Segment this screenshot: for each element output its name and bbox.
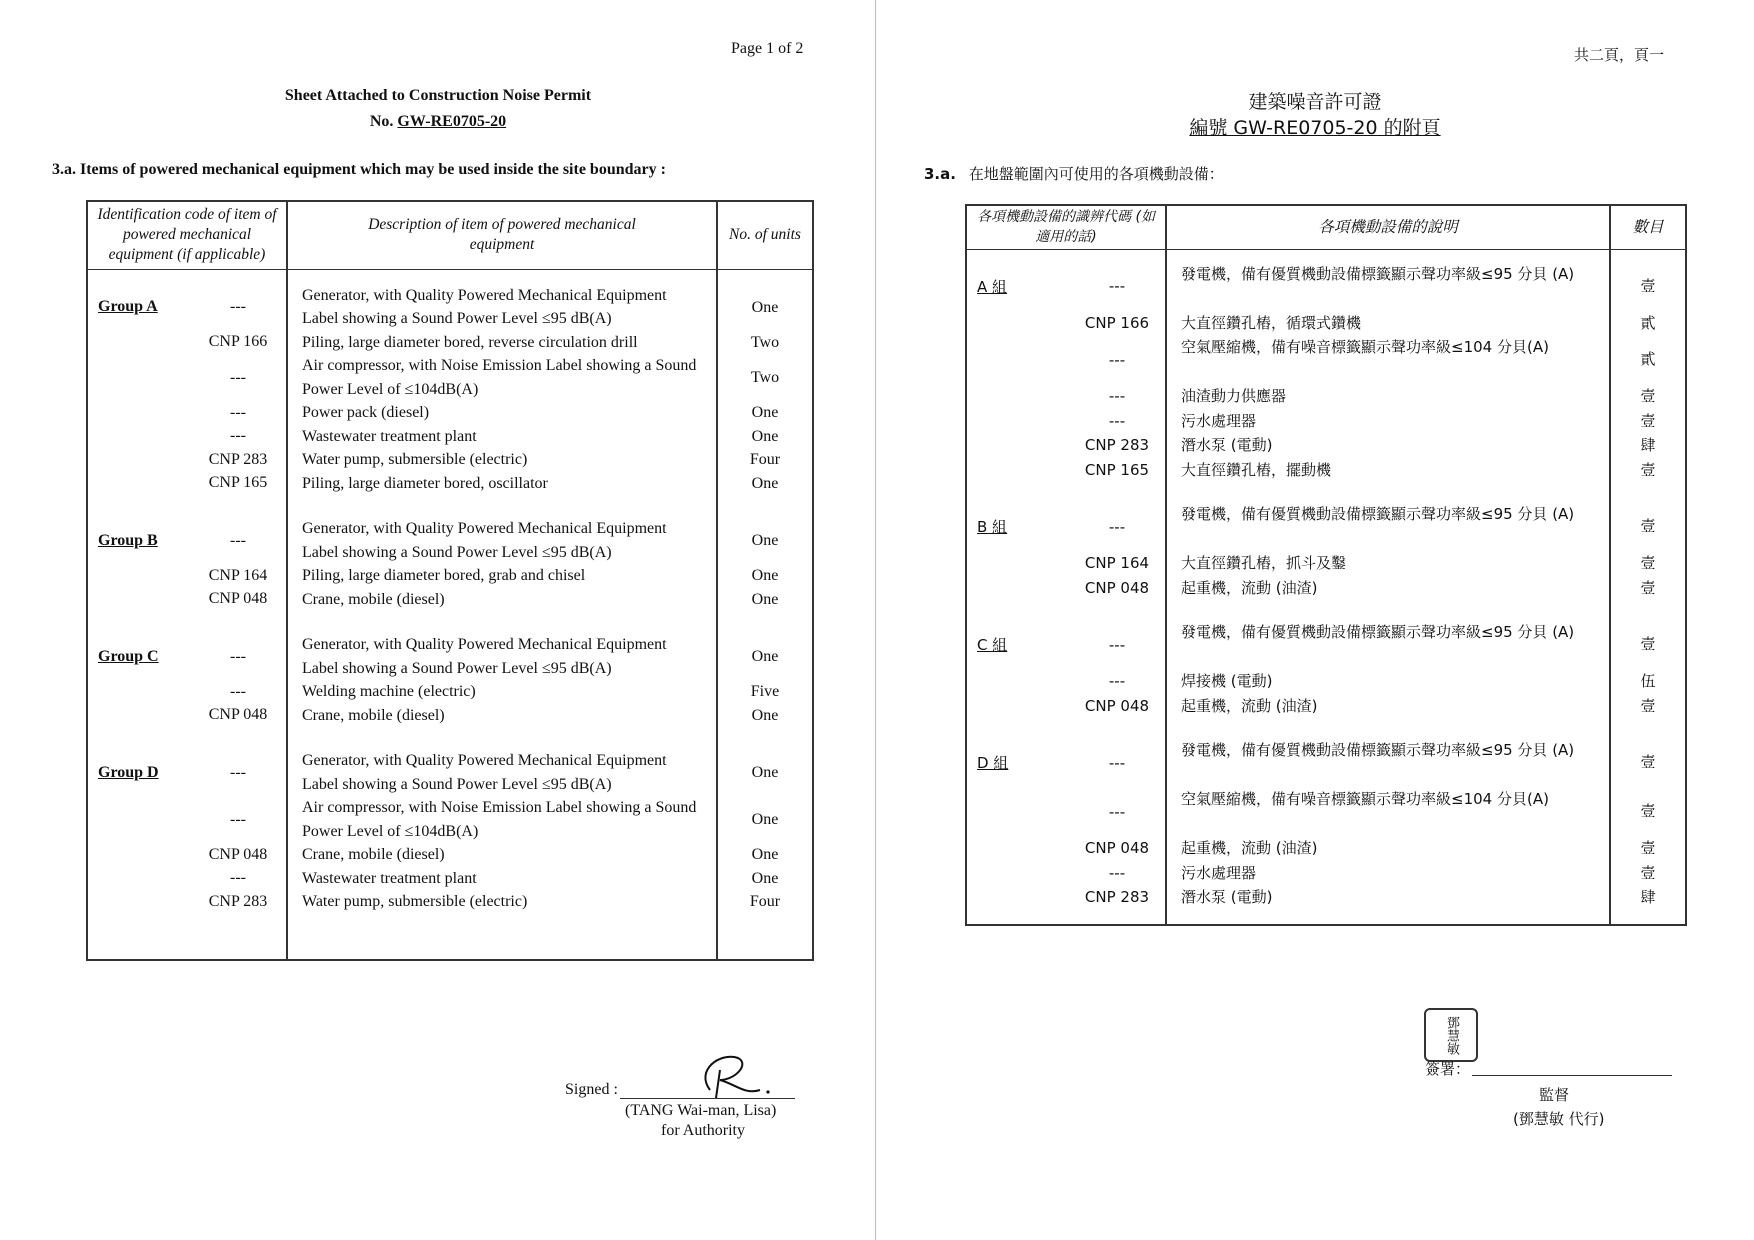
signed-label-zh: 簽署：: [1425, 1060, 1471, 1078]
unit-count: One: [751, 648, 779, 665]
code-cell: [967, 669, 1165, 694]
code-cell: [967, 787, 1165, 836]
equipment-description: Generator, with Quality Powered Mechanical Equipment Label showing a Sound Power Level ≤95 dB(A): [302, 286, 667, 327]
equipment-code: ---: [230, 869, 246, 887]
equipment-code: ---: [1108, 863, 1126, 882]
equipment-description: Piling, large diameter bored, oscillator: [302, 474, 548, 492]
col-header-code: Identification code of item of powered mechanical equipment (if applicable): [87, 201, 287, 269]
unit-count: 壹: [1640, 802, 1656, 820]
code-cell: [967, 861, 1165, 886]
equipment-code: ---: [230, 763, 246, 781]
code-cell: [967, 409, 1165, 434]
code-column: [87, 269, 287, 960]
equipment-code: CNP 166: [208, 333, 268, 351]
section-heading-zh: [924, 163, 1224, 184]
equipment-description: Crane, mobile (diesel): [302, 846, 445, 863]
equipment-code: CNP 164: [1084, 554, 1150, 573]
equipment-description: Wastewater treatment plant: [302, 427, 477, 445]
col-header-code-zh: 各項機動設備的識辨代碼 (如適用的話): [966, 205, 1166, 249]
description-column: [287, 269, 717, 960]
code-cell: [967, 384, 1165, 409]
code-cell: [88, 401, 286, 425]
equipment-code: CNP 048: [208, 590, 268, 608]
equipment-code: ---: [1108, 635, 1126, 654]
equipment-description: Air compressor, with Noise Emission Label showing a Sound Power Level of ≤104dB(A): [302, 357, 697, 398]
signature-line: [620, 1098, 795, 1099]
code-cell: [88, 749, 286, 796]
equipment-code: CNP 164: [208, 566, 268, 584]
units-column-zh: [1610, 249, 1686, 925]
equipment-description: 發電機，備有優質機動設備標籤顯示聲功率級≤95 分貝 (A): [1181, 264, 1575, 283]
group-label: Group B: [98, 531, 158, 549]
english-page: [0, 0, 876, 1240]
equipment-code: ---: [230, 427, 246, 445]
equipment-description: Generator, with Quality Powered Mechanical Equipment Label showing a Sound Power Level ≤95 dB(A): [302, 752, 667, 793]
code-column-zh: [966, 249, 1166, 925]
equipment-code: CNP 048: [1084, 578, 1150, 597]
code-cell: [967, 885, 1165, 910]
equipment-description: Generator, with Quality Powered Mechanical Equipment Label showing a Sound Power Level ≤95 dB(A): [302, 636, 667, 677]
equipment-code: CNP 283: [1084, 436, 1150, 455]
code-cell: [967, 694, 1165, 719]
equipment-code: CNP 165: [208, 474, 268, 492]
equipment-description: 油渣動力供應器: [1181, 387, 1287, 405]
document-title-zh: 建築噪音許可證: [1248, 91, 1382, 113]
permit-number-prefix: No.: [369, 113, 394, 130]
code-cell: [88, 354, 286, 401]
equipment-code: ---: [1108, 350, 1126, 369]
unit-count: One: [751, 706, 779, 724]
equipment-code: CNP 165: [1084, 460, 1150, 479]
unit-count: One: [751, 764, 779, 781]
equipment-code: ---: [230, 298, 246, 315]
group-label: D 組: [977, 754, 1009, 772]
group-label: C 組: [977, 636, 1008, 654]
unit-count: One: [751, 590, 779, 608]
handwritten-signature: [690, 1050, 780, 1110]
unit-count: One: [751, 298, 779, 316]
unit-count: 壹: [1640, 753, 1656, 771]
equipment-code: ---: [230, 810, 246, 828]
equipment-code: CNP 166: [1084, 313, 1150, 332]
code-cell: [967, 576, 1165, 601]
permit-number: [0, 113, 876, 131]
equipment-code: ---: [1108, 387, 1126, 406]
unit-count: 貳: [1640, 350, 1656, 368]
code-cell: [967, 433, 1165, 458]
unit-count: One: [751, 474, 779, 492]
units-column: [717, 269, 813, 960]
equipment-code: CNP 048: [1084, 839, 1150, 858]
equipment-code: CNP 048: [1084, 696, 1150, 715]
equipment-description: Welding machine (electric): [302, 683, 476, 700]
section-number: 3.a.: [52, 161, 76, 178]
signatory-name-zh: (鄧慧敏 代行): [1513, 1110, 1605, 1128]
code-cell: [88, 704, 286, 728]
equipment-description: 大直徑鑽孔樁，循環式鑽機: [1181, 313, 1362, 332]
code-cell: [967, 311, 1165, 336]
code-cell: [88, 472, 286, 496]
equipment-code: ---: [1108, 753, 1126, 772]
unit-count: One: [751, 427, 779, 445]
signatory-name: (TANG Wai-man, Lisa): [625, 1102, 777, 1119]
code-cell: [88, 680, 286, 704]
equipment-description: Water pump, submersible (electric): [302, 893, 528, 910]
equipment-description: 起重機，流動 (油渣): [1181, 696, 1318, 715]
code-cell: [88, 331, 286, 355]
seal-text: 鄧慧敏: [1444, 1015, 1459, 1055]
equipment-description: Wastewater treatment plant: [302, 869, 477, 887]
code-cell: [88, 890, 286, 914]
section-number-zh: 3.a.: [924, 165, 956, 183]
section-heading: [52, 161, 666, 179]
code-cell: [88, 564, 286, 588]
equipment-description: Power pack (diesel): [302, 404, 430, 421]
equipment-description: 發電機，備有優質機動設備標籤顯示聲功率級≤95 分貝 (A): [1181, 623, 1575, 641]
equipment-description: Piling, large diameter bored, reverse circulation drill: [302, 333, 638, 351]
unit-count: 肆: [1640, 436, 1656, 454]
unit-count: 壹: [1640, 387, 1656, 405]
equipment-code: ---: [230, 403, 246, 421]
equipment-code: ---: [1108, 411, 1126, 430]
group-label: Group A: [98, 298, 158, 315]
unit-count: Two: [750, 369, 780, 386]
for-authority: for Authority: [661, 1122, 745, 1139]
equipment-code: CNP 048: [208, 706, 268, 724]
section-text: Items of powered mechanical equipment which may be used inside the site boundary :: [80, 161, 666, 178]
group-label: Group C: [98, 647, 159, 665]
equipment-description: Water pump, submersible (electric): [302, 451, 528, 468]
equipment-description: 起重機，流動 (油渣): [1181, 839, 1318, 857]
equipment-code: ---: [1108, 802, 1126, 821]
equipment-description: 起重機，流動 (油渣): [1181, 578, 1318, 597]
code-cell: [88, 284, 286, 331]
unit-count: 壹: [1640, 839, 1656, 857]
code-cell: [967, 620, 1165, 669]
group-label: B 組: [977, 518, 1008, 536]
unit-count: 壹: [1640, 276, 1656, 295]
unit-count: 壹: [1640, 696, 1656, 715]
unit-count: Four: [749, 893, 781, 910]
equipment-code: ---: [1108, 517, 1126, 536]
group-label: A 組: [977, 277, 1008, 296]
unit-count: One: [751, 846, 779, 863]
code-cell: [88, 867, 286, 891]
code-cell: [88, 796, 286, 843]
code-cell: [967, 551, 1165, 576]
unit-count: 壹: [1640, 635, 1656, 653]
equipment-table: [86, 200, 814, 961]
unit-count: Four: [749, 451, 781, 468]
code-cell: [88, 588, 286, 612]
equipment-code: CNP 283: [208, 892, 268, 910]
equipment-description: Piling, large diameter bored, grab and chisel: [302, 567, 586, 584]
equipment-code: CNP 048: [208, 845, 268, 863]
unit-count: 貳: [1640, 313, 1656, 332]
unit-count: One: [751, 532, 779, 549]
description-column-zh: [1166, 249, 1610, 925]
unit-count: One: [751, 869, 779, 887]
equipment-description: 空氣壓縮機，備有噪音標籤顯示聲功率級≤104 分貝(A): [1181, 338, 1549, 356]
document-subtitle-zh: 編號 GW-RE0705-20 的附頁: [1189, 117, 1441, 139]
equipment-code: ---: [1108, 672, 1126, 691]
code-cell: [88, 517, 286, 564]
unit-count: 壹: [1640, 460, 1656, 479]
section-text-zh: 在地盤範圍內可使用的各項機動設備：: [968, 165, 1224, 183]
equipment-code: ---: [230, 531, 246, 549]
unit-count: 壹: [1640, 517, 1656, 535]
official-seal: [1424, 1008, 1478, 1062]
unit-count: Two: [750, 333, 780, 351]
group-label: Group D: [98, 763, 159, 781]
code-cell: [967, 458, 1165, 483]
equipment-code: ---: [1108, 277, 1126, 295]
equipment-description: 潛水泵 (電動): [1181, 888, 1273, 906]
equipment-description: 空氣壓縮機，備有噪音標籤顯示聲功率級≤104 分貝(A): [1181, 790, 1549, 808]
signatory-title-zh: 監督: [1539, 1086, 1570, 1104]
equipment-code: ---: [230, 682, 246, 700]
code-cell: [967, 502, 1165, 551]
code-cell: [88, 843, 286, 867]
unit-count: Five: [750, 683, 780, 700]
col-header-units-zh: 數目: [1610, 205, 1686, 249]
unit-count: 壹: [1640, 554, 1656, 572]
signed-label: Signed :: [565, 1081, 618, 1098]
signature-line-zh: [1472, 1075, 1672, 1076]
equipment-description: Generator, with Quality Powered Mechanical Equipment Label showing a Sound Power Level ≤95 dB(A): [302, 520, 667, 561]
unit-count: 伍: [1640, 672, 1656, 690]
equipment-description: 潛水泵 (電動): [1181, 436, 1273, 454]
unit-count: 壹: [1640, 578, 1656, 597]
code-cell: [967, 335, 1165, 384]
document-title: Sheet Attached to Construction Noise Permit: [284, 87, 592, 104]
equipment-description: 大直徑鑽孔樁，抓斗及鑿: [1181, 554, 1347, 572]
code-cell: [967, 738, 1165, 787]
col-header-description-zh: 各項機動設備的說明: [1166, 205, 1610, 249]
equipment-description: 污水處理器: [1181, 411, 1257, 430]
unit-count: One: [751, 404, 779, 421]
equipment-description: Air compressor, with Noise Emission Label showing a Sound Power Level of ≤104dB(A): [302, 799, 697, 840]
equipment-table-zh: [965, 204, 1687, 926]
code-cell: [88, 425, 286, 449]
equipment-code: ---: [230, 368, 246, 386]
equipment-code: CNP 283: [1084, 888, 1150, 907]
equipment-code: ---: [230, 647, 246, 665]
page-number-zh: 共二頁，頁一: [1574, 46, 1665, 64]
code-cell: [967, 836, 1165, 861]
col-header-description: Description of item of powered mechanical equipment: [287, 201, 717, 269]
equipment-description: 污水處理器: [1181, 863, 1257, 882]
unit-count: 壹: [1640, 411, 1656, 430]
code-cell: [967, 262, 1165, 311]
unit-count: One: [751, 811, 779, 828]
col-header-units: No. of units: [717, 201, 813, 269]
chinese-page: [877, 0, 1753, 1240]
code-cell: [88, 633, 286, 680]
equipment-description: 發電機，備有優質機動設備標籤顯示聲功率級≤95 分貝 (A): [1181, 505, 1575, 523]
equipment-description: 大直徑鑽孔樁，擺動機: [1181, 460, 1332, 479]
equipment-code: CNP 283: [208, 450, 268, 468]
equipment-description: Crane, mobile (diesel): [302, 706, 445, 724]
equipment-description: Crane, mobile (diesel): [302, 590, 445, 608]
equipment-description: 發電機，備有優質機動設備標籤顯示聲功率級≤95 分貝 (A): [1181, 741, 1575, 759]
page-number: Page 1 of 2: [731, 40, 804, 57]
code-cell: [88, 448, 286, 472]
permit-number-value: GW-RE0705-20: [397, 113, 507, 130]
unit-count: 壹: [1640, 863, 1656, 882]
unit-count: One: [751, 567, 779, 584]
equipment-description: 焊接機 (電動): [1181, 672, 1273, 690]
unit-count: 肆: [1640, 888, 1656, 906]
